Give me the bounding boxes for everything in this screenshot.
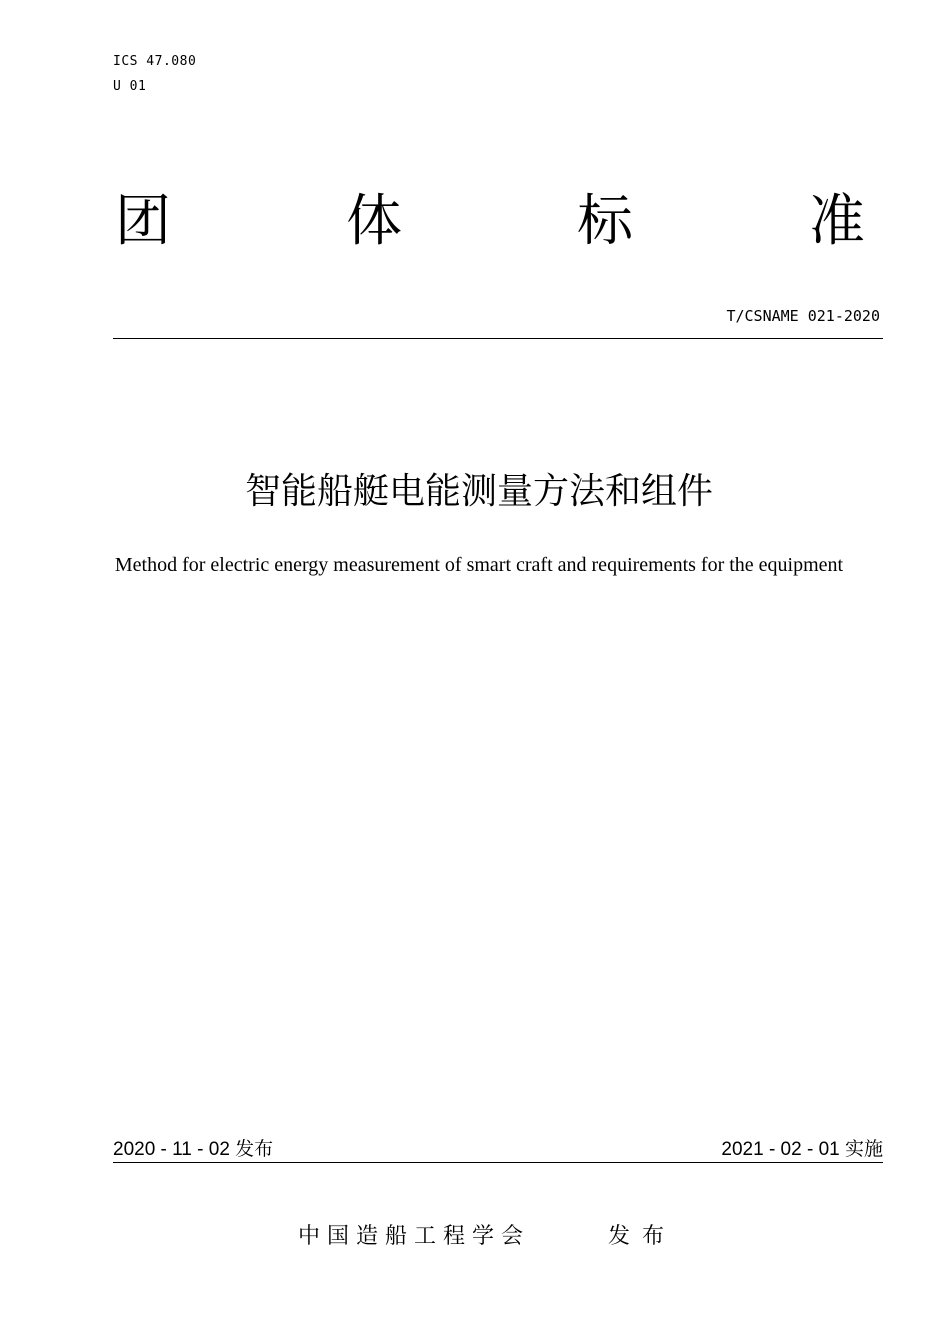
- standard-type-char-2: 体: [346, 189, 402, 254]
- ccs-code: U 01: [113, 79, 147, 94]
- ics-code: ICS 47.080: [113, 54, 197, 69]
- standard-type-char-3: 标: [577, 189, 633, 254]
- standard-type-heading: [113, 182, 883, 262]
- publish-label: 发布: [608, 1224, 677, 1249]
- top-divider: [113, 338, 883, 339]
- issue-date: 2020 - 11 - 02 发布: [113, 1139, 274, 1160]
- publisher-name: 中国造船工程学会: [298, 1224, 531, 1249]
- title-english: Method for electric energy measurement of smart craft and requirements for the equipment: [114, 554, 844, 576]
- standard-type-char-4: 准: [809, 189, 865, 254]
- standard-type-char-1: 团: [115, 189, 171, 254]
- date-row: [113, 1136, 883, 1164]
- bottom-divider: [113, 1162, 883, 1163]
- implementation-date: 2021 - 02 - 01 实施: [721, 1139, 883, 1160]
- standard-number: T/CSNAME 021-2020: [726, 307, 880, 325]
- classification-codes: [113, 49, 196, 99]
- title-chinese: 智能船艇电能测量方法和组件: [244, 471, 713, 512]
